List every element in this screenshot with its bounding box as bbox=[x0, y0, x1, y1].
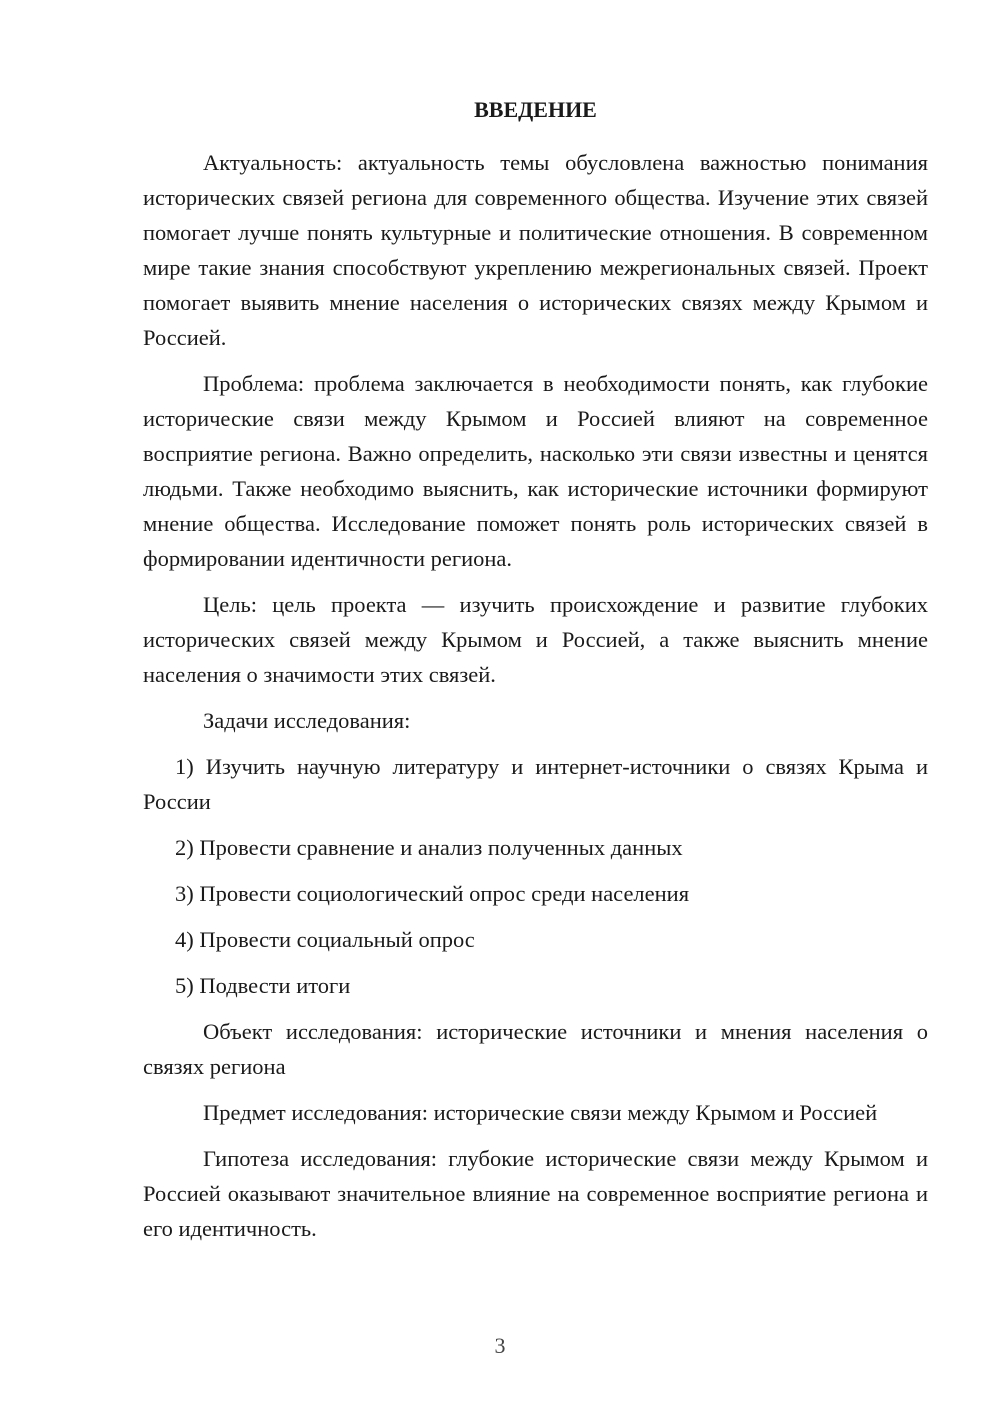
paragraph-hypothesis: Гипотеза исследования: глубокие исторические связи между Крымом и Россией оказывают значительное влияние на современное восприятие региона и его идентичность. bbox=[143, 1146, 928, 1241]
task-item-5: 5) Подвести итоги bbox=[175, 973, 351, 998]
paragraph-problem: Проблема: проблема заключается в необходимости понять, как глубокие исторические связи между Крымом и Россией влияют на современное восприятие региона. Важно определить, насколько эти связи известны и ценятся людьми. Также необходимо выяснить, как исторические источники формируют мнение общества. Исследование поможет понять роль исторических связей в формировании идентичности региона. bbox=[143, 371, 928, 571]
paragraph-relevance: Актуальность: актуальность темы обусловлена важностью понимания исторических связей региона для современного общества. Изучение этих связей помогает лучше понять культурные и политические отношения. В современном мире такие знания способствуют укреплению межрегиональных связей. Проект помогает выявить мнение населения о исторических связях между Крымом и Россией. bbox=[143, 150, 928, 350]
task-item-2: 2) Провести сравнение и анализ полученных данных bbox=[175, 835, 683, 860]
task-item-4: 4) Провести социальный опрос bbox=[175, 927, 475, 952]
task-item-3: 3) Провести социологический опрос среди населения bbox=[175, 881, 690, 906]
page-number: 3 bbox=[494, 1333, 506, 1358]
paragraph-object: Объект исследования: исторические источники и мнения населения о связях региона bbox=[143, 1019, 928, 1079]
task-item-1: 1) Изучить научную литературу и интернет-источники о связях Крыма и России bbox=[143, 754, 928, 814]
section-title: ВВЕДЕНИЕ bbox=[474, 97, 597, 122]
tasks-heading: Задачи исследования: bbox=[203, 708, 411, 733]
document-page bbox=[143, 95, 928, 1257]
paragraph-goal: Цель: цель проекта — изучить происхождение и развитие глубоких исторических связей между Крымом и Россией, а также выяснить мнение населения о значимости этих связей. bbox=[143, 592, 928, 687]
paragraph-subject: Предмет исследования: исторические связи между Крымом и Россией bbox=[203, 1100, 878, 1125]
